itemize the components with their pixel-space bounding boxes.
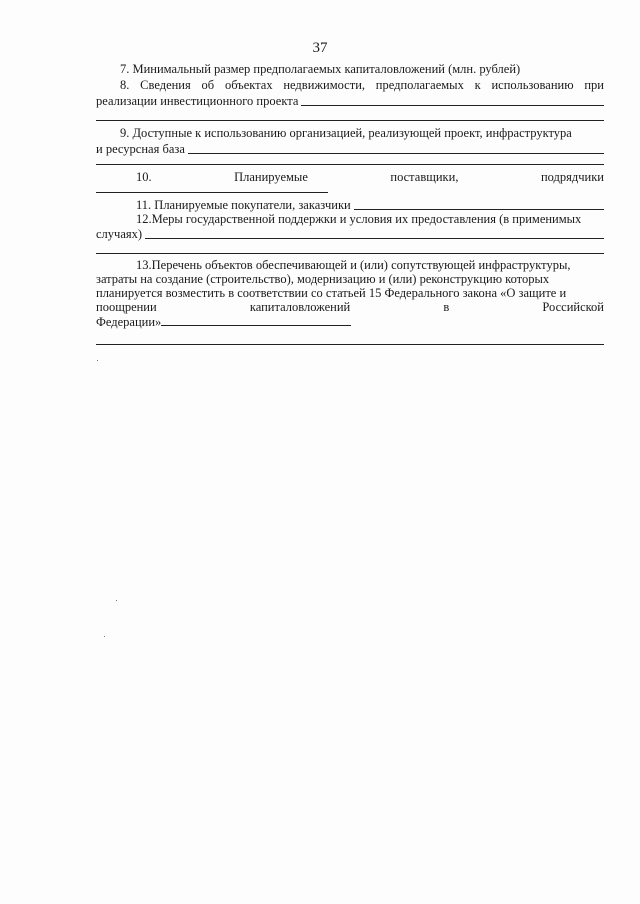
item-9-line-1 [120,126,604,140]
blank-rule [96,120,604,121]
item-8-word: предполагаемых [375,78,464,92]
item-12-text-2: случаях) [96,227,143,241]
blank-rule [96,192,328,193]
blank-rule [96,344,604,345]
item-12-line-2 [96,227,604,241]
item-8-line-1 [120,78,604,92]
item-12-text: 12.Меры государственной поддержки и условия их предоставления (в применимых [136,212,582,226]
item-13-text-5: Федерации» [96,315,162,329]
item-13-word: поощрении [96,300,157,314]
item-13-line-4 [96,300,604,314]
blank-line [301,94,604,106]
item-13-word: в [443,300,450,314]
item-10-word: Планируемые [234,170,308,184]
blank-rule [96,253,604,254]
scan-speck [116,600,117,601]
item-11 [136,198,604,212]
blank-line [145,227,604,239]
item-8-text: реализации инвестиционного проекта [96,94,299,108]
blank-line [188,142,604,154]
item-10-word: поставщики, [390,170,459,184]
scan-speck [104,636,105,637]
item-10-word: 10. [136,170,152,184]
item-8-word: Сведения [140,78,191,92]
item-9-text: 9. Доступные к использованию организацией, реализующей проект, инфраструктура [120,126,572,140]
item-7 [120,62,604,76]
item-8-word: об [201,78,215,92]
item-10-word: подрядчики [540,170,604,184]
item-13-line-2 [96,272,604,286]
item-8-word: 8. [120,78,130,92]
item-13-text-3: планируется возместить в соответствии со статьей 15 Федерального закона «О защите и [96,286,567,300]
item-8-word: использованию [491,78,574,92]
item-11-text: 11. Планируемые покупатели, заказчики [136,198,351,212]
item-13-word: Российской [542,300,604,314]
item-13-line-3 [96,286,604,300]
blank-line [161,314,351,326]
item-13-text-2: затраты на создание (строительство), модернизацию и (или) реконструкцию которых [96,272,550,286]
blank-line [354,198,604,210]
blank-rule [96,164,604,165]
item-8-word: к [474,78,481,92]
item-13-word: капиталовложений [249,300,351,314]
item-8-line-2 [96,94,604,108]
item-12-line-1 [136,212,604,226]
item-8-word: недвижимости, [283,78,366,92]
scan-speck [97,360,98,361]
item-9-text-2: и ресурсная база [96,142,185,156]
page-number: 37 [312,40,328,56]
item-13-line-5 [96,314,604,329]
item-10-line-1 [136,170,604,184]
item-9-line-2 [96,142,604,156]
item-8-word: при [584,78,604,92]
item-13-line-1 [136,258,604,272]
item-13-text-1: 13.Перечень объектов обеспечивающей и (или) сопутствующей инфраструктуры, [136,258,571,272]
item-8-word: объектах [224,78,273,92]
item-7-text: 7. Минимальный размер предполагаемых капиталовложений (млн. рублей) [120,62,521,76]
